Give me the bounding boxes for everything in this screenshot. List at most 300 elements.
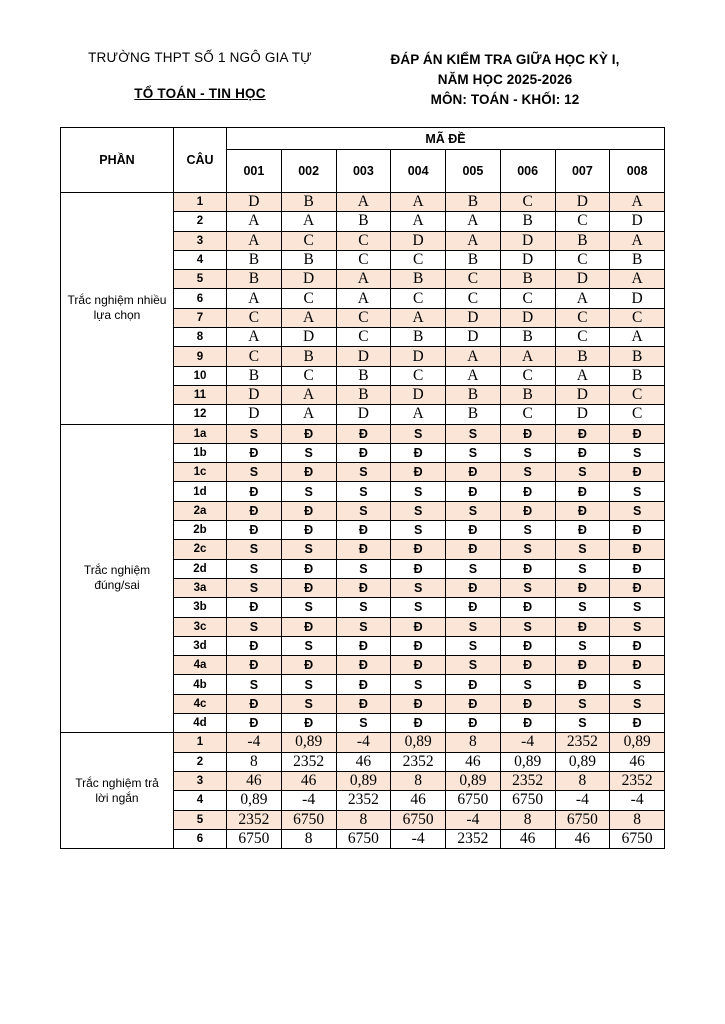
section-label-cell: Trắc nghiệm nhiều lựa chọn (61, 193, 174, 425)
answer-cell: B (336, 385, 391, 404)
answer-cell: Đ (610, 714, 665, 733)
answer-cell: D (446, 308, 501, 327)
answer-cell: S (610, 694, 665, 713)
answer-cell: Đ (610, 521, 665, 540)
question-cell: 3d (174, 636, 227, 655)
question-cell: 4d (174, 714, 227, 733)
answer-cell: S (336, 714, 391, 733)
answer-cell: C (610, 405, 665, 424)
exam-code-cell: 003 (336, 150, 391, 193)
answer-cell: 0,89 (227, 791, 282, 810)
answer-cell: C (610, 308, 665, 327)
answer-cell: Đ (281, 521, 336, 540)
answer-cell: 8 (281, 829, 336, 848)
answer-cell: Đ (500, 636, 555, 655)
table-row (61, 733, 665, 752)
answer-cell: Đ (391, 617, 446, 636)
answer-cell: D (555, 193, 610, 212)
question-cell: 4 (174, 250, 227, 269)
answer-cell: S (281, 675, 336, 694)
answer-cell: Đ (391, 714, 446, 733)
question-cell: 9 (174, 347, 227, 366)
answer-cell: D (336, 405, 391, 424)
answer-cell: C (391, 250, 446, 269)
answer-cell: S (500, 578, 555, 597)
answer-cell: 2352 (227, 810, 282, 829)
answer-cell: S (555, 636, 610, 655)
answer-cell: S (446, 636, 501, 655)
answer-cell: -4 (446, 810, 501, 829)
answer-cell: S (281, 694, 336, 713)
answer-cell: 8 (227, 752, 282, 771)
answer-cell: Đ (281, 559, 336, 578)
answer-cell: -4 (227, 733, 282, 752)
answer-cell: B (446, 405, 501, 424)
answer-cell: S (227, 559, 282, 578)
answer-cell: 0,89 (555, 752, 610, 771)
answer-cell: 2352 (555, 733, 610, 752)
answer-cell: Đ (555, 521, 610, 540)
answer-cell: S (227, 424, 282, 443)
question-cell: 3b (174, 598, 227, 617)
answer-cell: B (500, 270, 555, 289)
answer-cell: A (500, 347, 555, 366)
exam-code-cell: 002 (281, 150, 336, 193)
answer-cell: B (336, 212, 391, 231)
answer-cell: C (446, 270, 501, 289)
answer-cell: Đ (281, 424, 336, 443)
answer-cell: S (446, 656, 501, 675)
answer-cell: A (446, 347, 501, 366)
answer-cell: Đ (391, 559, 446, 578)
answer-cell: Đ (555, 617, 610, 636)
answer-cell: B (281, 250, 336, 269)
answer-cell: C (500, 405, 555, 424)
exam-code-cell: 006 (500, 150, 555, 193)
answer-cell: 6750 (446, 791, 501, 810)
exam-title-line1: ĐÁP ÁN KIỂM TRA GIỮA HỌC KỲ I, (390, 52, 620, 67)
answer-cell: S (227, 463, 282, 482)
answer-cell: A (446, 366, 501, 385)
answer-cell: Đ (610, 424, 665, 443)
answer-cell: S (391, 598, 446, 617)
answer-cell: C (555, 328, 610, 347)
answer-cell: C (555, 308, 610, 327)
answer-cell: Đ (555, 443, 610, 462)
answer-cell: Đ (391, 636, 446, 655)
answer-cell: 46 (500, 829, 555, 848)
answer-cell: Đ (336, 578, 391, 597)
exam-code-cell: 001 (227, 150, 282, 193)
question-cell: 4a (174, 656, 227, 675)
answer-cell: Đ (227, 656, 282, 675)
answer-cell: D (610, 212, 665, 231)
answer-cell: D (555, 385, 610, 404)
answer-cell: C (500, 366, 555, 385)
answer-cell: 46 (610, 752, 665, 771)
answer-cell: S (555, 463, 610, 482)
answer-cell: Đ (500, 482, 555, 501)
section-label-cell: Trắc nghiệm trả lời ngắn (61, 733, 174, 849)
table-row (61, 193, 665, 212)
answer-cell: S (281, 482, 336, 501)
answer-cell: D (281, 270, 336, 289)
question-cell: 1 (174, 733, 227, 752)
answer-cell: D (610, 289, 665, 308)
answer-cell: A (281, 405, 336, 424)
answer-cell: 46 (336, 752, 391, 771)
answer-cell: Đ (391, 540, 446, 559)
answer-cell: 2352 (281, 752, 336, 771)
answer-cell: S (281, 636, 336, 655)
answer-cell: Đ (336, 424, 391, 443)
answer-cell: -4 (281, 791, 336, 810)
answer-cell: D (227, 405, 282, 424)
answer-cell: B (610, 366, 665, 385)
document-header (0, 0, 725, 110)
answer-cell: B (391, 328, 446, 347)
answer-cell: Đ (281, 656, 336, 675)
answer-cell: Đ (446, 598, 501, 617)
answer-cell: Đ (336, 540, 391, 559)
answer-cell: B (227, 270, 282, 289)
answer-cell: Đ (281, 714, 336, 733)
answer-cell: S (610, 501, 665, 520)
answer-cell: B (281, 193, 336, 212)
answer-cell: A (281, 385, 336, 404)
answer-cell: D (281, 328, 336, 347)
question-cell: 1d (174, 482, 227, 501)
question-cell: 2 (174, 752, 227, 771)
answer-cell: D (391, 231, 446, 250)
answer-cell: A (446, 231, 501, 250)
answer-cell: Đ (227, 636, 282, 655)
answer-cell: B (281, 347, 336, 366)
answer-cell: Đ (610, 636, 665, 655)
question-cell: 1c (174, 463, 227, 482)
answer-cell: Đ (610, 656, 665, 675)
answer-cell: Đ (500, 656, 555, 675)
answer-cell: Đ (336, 636, 391, 655)
answer-cell: S (555, 714, 610, 733)
question-cell: 2b (174, 521, 227, 540)
answer-cell: 6750 (391, 810, 446, 829)
answer-cell: S (500, 540, 555, 559)
section-label-cell: Trắc nghiệm đúng/sai (61, 424, 174, 733)
answer-cell: B (227, 250, 282, 269)
answer-cell: -4 (391, 829, 446, 848)
question-cell: 8 (174, 328, 227, 347)
question-cell: 12 (174, 405, 227, 424)
answer-cell: 0,89 (391, 733, 446, 752)
answer-cell: S (281, 598, 336, 617)
answer-cell: Đ (555, 656, 610, 675)
exam-title-block (340, 50, 670, 110)
answer-cell: Đ (227, 521, 282, 540)
answer-cell: D (500, 231, 555, 250)
answer-cell: D (500, 308, 555, 327)
department-name: TỔ TOÁN - TIN HỌC (134, 86, 266, 101)
table-row (61, 424, 665, 443)
table-header (61, 128, 665, 193)
answer-cell: C (555, 212, 610, 231)
answer-cell: A (281, 308, 336, 327)
answer-cell: Đ (500, 501, 555, 520)
question-cell: 11 (174, 385, 227, 404)
answer-cell: 46 (227, 771, 282, 790)
answer-cell: Đ (281, 617, 336, 636)
answer-cell: A (391, 405, 446, 424)
answer-cell: D (500, 250, 555, 269)
answer-cell: 6750 (281, 810, 336, 829)
answer-cell: A (391, 212, 446, 231)
answer-cell: S (446, 617, 501, 636)
question-cell: 5 (174, 810, 227, 829)
answer-cell: -4 (610, 791, 665, 810)
answer-cell: -4 (336, 733, 391, 752)
exam-title-line2: NĂM HỌC 2025-2026 (437, 72, 573, 87)
answer-cell: S (227, 675, 282, 694)
answer-cell: Đ (391, 463, 446, 482)
answer-cell: Đ (610, 578, 665, 597)
answer-cell: 0,89 (446, 771, 501, 790)
answer-cell: S (281, 443, 336, 462)
answer-cell: Đ (500, 598, 555, 617)
answer-table-body (61, 193, 665, 849)
answer-cell: 2352 (446, 829, 501, 848)
question-cell: 3 (174, 771, 227, 790)
answer-cell: S (500, 617, 555, 636)
answer-cell: Đ (500, 424, 555, 443)
answer-cell: 0,89 (500, 752, 555, 771)
answer-cell: S (500, 675, 555, 694)
answer-cell: A (336, 289, 391, 308)
answer-cell: Đ (446, 578, 501, 597)
answer-cell: Đ (500, 694, 555, 713)
answer-cell: S (610, 482, 665, 501)
answer-cell: A (555, 289, 610, 308)
answer-cell: A (446, 212, 501, 231)
answer-cell: C (555, 250, 610, 269)
answer-cell: Đ (227, 501, 282, 520)
answer-cell: Đ (446, 540, 501, 559)
column-header-ma-de: MÃ ĐỀ (227, 128, 665, 150)
answer-cell: A (555, 366, 610, 385)
answer-cell: B (610, 347, 665, 366)
answer-cell: A (336, 193, 391, 212)
answer-cell: S (227, 540, 282, 559)
answer-cell: B (610, 250, 665, 269)
answer-cell: 6750 (555, 810, 610, 829)
answer-cell: A (227, 231, 282, 250)
question-cell: 5 (174, 270, 227, 289)
answer-cell: C (336, 308, 391, 327)
school-name: TRƯỜNG THPT SỐ 1 NGÔ GIA TỰ (88, 50, 312, 65)
answer-cell: S (555, 694, 610, 713)
answer-cell: C (391, 366, 446, 385)
answer-cell: Đ (446, 463, 501, 482)
answer-cell: S (336, 501, 391, 520)
exam-code-cell: 007 (555, 150, 610, 193)
question-cell: 3a (174, 578, 227, 597)
answer-cell: Đ (227, 598, 282, 617)
answer-cell: 8 (336, 810, 391, 829)
answer-cell: Đ (446, 482, 501, 501)
answer-cell: D (391, 385, 446, 404)
answer-cell: Đ (555, 501, 610, 520)
answer-cell: S (446, 443, 501, 462)
answer-cell: S (336, 617, 391, 636)
question-cell: 4b (174, 675, 227, 694)
answer-cell: C (500, 193, 555, 212)
answer-cell: 2352 (610, 771, 665, 790)
answer-cell: B (446, 193, 501, 212)
answer-cell: A (610, 328, 665, 347)
answer-cell: Đ (336, 694, 391, 713)
question-cell: 2c (174, 540, 227, 559)
answer-cell: S (227, 578, 282, 597)
answer-cell: B (555, 347, 610, 366)
answer-cell: S (336, 463, 391, 482)
question-cell: 10 (174, 366, 227, 385)
question-cell: 6 (174, 829, 227, 848)
answer-cell: 0,89 (336, 771, 391, 790)
question-cell: 7 (174, 308, 227, 327)
answer-cell: Đ (227, 714, 282, 733)
answer-cell: Đ (227, 694, 282, 713)
answer-cell: S (500, 463, 555, 482)
answer-cell: D (227, 193, 282, 212)
answer-cell: S (610, 443, 665, 462)
answer-cell: -4 (500, 733, 555, 752)
answer-cell: D (555, 405, 610, 424)
question-cell: 3 (174, 231, 227, 250)
answer-cell: D (446, 328, 501, 347)
answer-cell: Đ (281, 463, 336, 482)
question-cell: 1a (174, 424, 227, 443)
answer-cell: 6750 (227, 829, 282, 848)
answer-cell: Đ (281, 578, 336, 597)
answer-cell: D (227, 385, 282, 404)
answer-cell: S (555, 598, 610, 617)
answer-cell: Đ (446, 694, 501, 713)
answer-cell: -4 (555, 791, 610, 810)
question-cell: 2a (174, 501, 227, 520)
answer-cell: Đ (500, 559, 555, 578)
answer-cell: 0,89 (610, 733, 665, 752)
question-cell: 2 (174, 212, 227, 231)
answer-cell: Đ (227, 443, 282, 462)
answer-cell: B (446, 385, 501, 404)
header-row-1 (61, 128, 665, 150)
answer-cell: Đ (555, 482, 610, 501)
answer-cell: A (227, 289, 282, 308)
answer-cell: A (281, 212, 336, 231)
answer-cell: Đ (391, 443, 446, 462)
answer-cell: 2352 (500, 771, 555, 790)
answer-cell: B (500, 385, 555, 404)
answer-cell: S (555, 559, 610, 578)
answer-cell: S (391, 521, 446, 540)
answer-cell: Đ (281, 501, 336, 520)
question-cell: 4 (174, 791, 227, 810)
answer-cell: Đ (446, 714, 501, 733)
answer-cell: 0,89 (281, 733, 336, 752)
answer-cell: D (391, 347, 446, 366)
answer-cell: Đ (336, 521, 391, 540)
answer-cell: 6750 (336, 829, 391, 848)
answer-cell: 8 (555, 771, 610, 790)
answer-cell: 46 (446, 752, 501, 771)
answer-cell: C (336, 250, 391, 269)
answer-cell: C (610, 385, 665, 404)
exam-title-line3: MÔN: TOÁN - KHỐI: 12 (430, 92, 580, 107)
header-left-block (60, 50, 340, 110)
answer-cell: C (281, 289, 336, 308)
answer-cell: C (281, 231, 336, 250)
answer-cell: D (555, 270, 610, 289)
question-cell: 6 (174, 289, 227, 308)
answer-cell: B (227, 366, 282, 385)
answer-cell: S (610, 598, 665, 617)
question-cell: 2d (174, 559, 227, 578)
answer-cell: S (446, 501, 501, 520)
answer-cell: C (227, 308, 282, 327)
answer-cell: S (555, 540, 610, 559)
column-header-phan: PHẦN (61, 128, 174, 193)
answer-cell: Đ (336, 656, 391, 675)
answer-cell: S (391, 482, 446, 501)
answer-cell: 6750 (610, 829, 665, 848)
answer-cell: A (610, 231, 665, 250)
answer-cell: S (227, 617, 282, 636)
answer-cell: B (446, 250, 501, 269)
answer-cell: S (391, 424, 446, 443)
answer-cell: A (227, 212, 282, 231)
answer-cell: Đ (446, 675, 501, 694)
question-cell: 1 (174, 193, 227, 212)
answer-cell: B (555, 231, 610, 250)
answer-cell: Đ (391, 694, 446, 713)
answer-cell: Đ (446, 521, 501, 540)
answer-cell: 2352 (336, 791, 391, 810)
question-cell: 4c (174, 694, 227, 713)
answer-cell: Đ (555, 675, 610, 694)
answer-cell: C (391, 289, 446, 308)
answer-cell: A (227, 328, 282, 347)
answer-cell: S (610, 617, 665, 636)
answer-cell: S (336, 559, 391, 578)
answer-cell: Đ (500, 714, 555, 733)
answer-key-table (60, 127, 665, 849)
column-header-cau: CÂU (174, 128, 227, 193)
answer-cell: 46 (281, 771, 336, 790)
answer-cell: Đ (391, 656, 446, 675)
answer-cell: C (227, 347, 282, 366)
answer-cell: S (336, 598, 391, 617)
question-cell: 1b (174, 443, 227, 462)
answer-cell: Đ (610, 559, 665, 578)
answer-cell: C (500, 289, 555, 308)
exam-code-cell: 005 (446, 150, 501, 193)
answer-cell: S (281, 540, 336, 559)
answer-cell: A (391, 308, 446, 327)
answer-cell: Đ (610, 540, 665, 559)
answer-cell: B (336, 366, 391, 385)
answer-cell: Đ (555, 578, 610, 597)
answer-cell: A (336, 270, 391, 289)
answer-cell: Đ (610, 463, 665, 482)
